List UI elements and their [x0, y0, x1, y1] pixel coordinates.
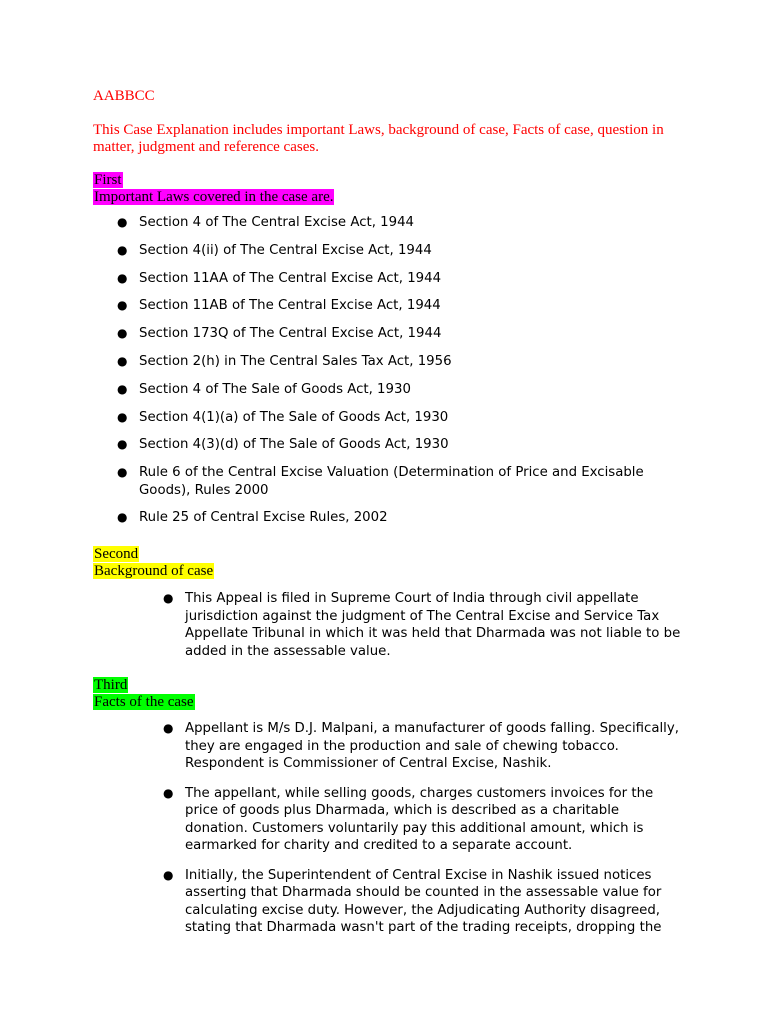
list-item [117, 409, 699, 427]
bullet-icon: ● [117, 353, 128, 368]
document-code: AABBCC [93, 88, 155, 104]
bullet-icon: ● [117, 465, 128, 480]
list-item [117, 464, 699, 499]
bullet-icon: ● [117, 270, 128, 285]
section-second-title: Background of case [94, 563, 214, 579]
bullet-icon: ● [117, 242, 128, 257]
list-item-text: Section 11AA of The Central Excise Act, 1944 [139, 270, 442, 286]
section-third-title: Facts of the case [94, 694, 194, 710]
bullet-icon: ● [117, 409, 128, 424]
list-item-text: Section 4 of The Sale of Goods Act, 1930 [139, 381, 411, 397]
list-item [163, 867, 685, 937]
bullet-icon: ● [117, 381, 128, 396]
list-item [117, 381, 699, 399]
section-second-label: Second [94, 546, 139, 562]
section-first-label: First [94, 172, 122, 188]
list-item-text: Section 11AB of The Central Excise Act, 1944 [139, 298, 441, 314]
list-item-text: Section 4 of The Central Excise Act, 1944 [139, 215, 415, 230]
list-item-text: The appellant, while selling goods, charges customers invoices for the price of goods plus Dharmada, which is described as a charitable donation. Customers voluntarily pay this additional amount, which is earmarked for charity and credited to a separate account. [185, 785, 654, 853]
list-item [117, 509, 699, 527]
facts-list [163, 720, 685, 949]
intro-paragraph: This Case Explanation includes important Laws, background of case, Facts of case, question in matter, judgment and reference cases. [93, 122, 664, 155]
section-first-heading [93, 172, 334, 206]
section-third-label: Third [94, 677, 128, 693]
list-item [163, 720, 685, 773]
list-item [163, 590, 685, 660]
list-item-text: This Appeal is filed in Supreme Court of India through civil appellate jurisdiction against the judgment of The Central Excise and Service Tax Appellate Tribunal in which it was held that Dharmada was not liable to be added in the assessable value. [185, 591, 681, 659]
list-item-text: Section 2(h) in The Central Sales Tax Act, 1956 [139, 353, 452, 369]
list-item [117, 436, 699, 454]
list-item [117, 214, 699, 232]
laws-list [117, 214, 699, 537]
list-item [117, 242, 699, 260]
list-item-text: Rule 25 of Central Excise Rules, 2002 [139, 510, 388, 526]
section-first-title: Important Laws covered in the case are. [94, 189, 334, 205]
list-item-text: Section 4(ii) of The Central Excise Act, 1944 [139, 242, 432, 258]
list-item-text: Section 4(1)(a) of The Sale of Goods Act, 1930 [139, 409, 449, 425]
list-item-text: Section 173Q of The Central Excise Act, 1944 [139, 326, 442, 342]
bullet-icon: ● [117, 298, 128, 313]
bullet-icon: ● [117, 215, 128, 229]
bullet-icon: ● [117, 437, 128, 452]
section-second-heading [93, 546, 214, 580]
list-item-text: Appellant is M/s D.J. Malpani, a manufacturer of goods falling. Specifically, they are engaged in the production and sale of chewing tobacco. Respondent is Commissioner of Central Excise, Nashik. [185, 721, 679, 771]
bullet-icon: ● [163, 721, 174, 735]
list-item [117, 353, 699, 371]
list-item-text: Section 4(3)(d) of The Sale of Goods Act, 1930 [139, 437, 449, 453]
list-item [117, 297, 699, 315]
bullet-icon: ● [163, 867, 174, 882]
bullet-icon: ● [163, 785, 174, 800]
bullet-icon: ● [117, 510, 128, 525]
bullet-icon: ● [117, 326, 128, 341]
background-list [163, 590, 685, 660]
bullet-icon: ● [163, 591, 174, 605]
list-item-text: Rule 6 of the Central Excise Valuation (Determination of Price and Excisable Goods), Rules 2000 [139, 465, 644, 498]
section-third-heading [93, 677, 195, 711]
list-item [117, 325, 699, 343]
list-item [117, 270, 699, 288]
list-item-text: Initially, the Superintendent of Central Excise in Nashik issued notices asserting that Dharmada should be counted in the assessable value for calculating excise duty. However, the Adjudicating Authority disagreed, stating that Dharmada wasn't part of the trading receipts, dropping the [185, 867, 662, 935]
list-item [163, 785, 685, 855]
